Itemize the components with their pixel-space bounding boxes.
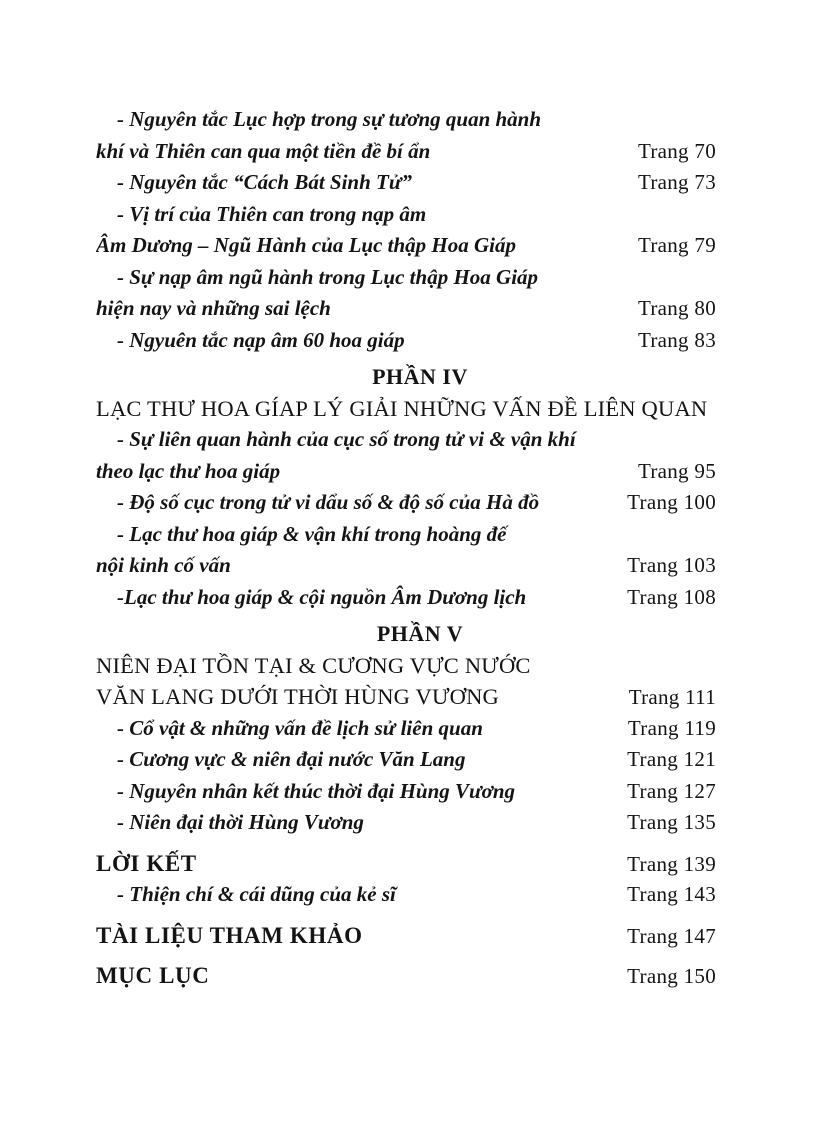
toc-page-number: Trang 150 <box>627 964 716 988</box>
toc-page-number: Trang 108 <box>627 584 716 609</box>
toc-page-number: Trang 127 <box>627 778 716 803</box>
toc-row <box>96 519 716 551</box>
table-of-contents <box>96 104 716 992</box>
toc-entry-text: - Nguyên tắc “Cách Bát Sinh Tử” <box>117 170 412 194</box>
toc-page-number: Trang 73 <box>637 170 716 194</box>
toc-entry-text: - Nguyên nhân kết thúc thời đại Hùng Vương <box>117 778 516 803</box>
toc-entry-text: LẠC THƯ HOA GÍAP LÝ GIẢI NHỮNG VẤN ĐỀ LIÊN QUAN <box>96 395 708 421</box>
toc-entry-text: - Cương vực & niên đại nước Văn Lang <box>117 747 466 771</box>
toc-entry-text: - Sự liên quan hành của cục số trong tử vi & vận khí <box>117 427 576 451</box>
toc-row <box>96 713 716 745</box>
toc-row <box>96 582 716 614</box>
toc-row <box>96 487 716 519</box>
toc-row <box>96 424 716 456</box>
toc-row <box>96 199 716 231</box>
toc-page-number: Trang 143 <box>627 882 716 906</box>
toc-page-number: Trang 95 <box>637 458 716 483</box>
toc-entry-text: - Nguyên tắc Lục hợp trong sự tương quan hành <box>117 107 542 131</box>
toc-row <box>96 456 716 488</box>
toc-entry-text: hiện nay và những sai lệch <box>96 296 331 320</box>
toc-row <box>96 104 716 136</box>
toc-page-number: Trang 103 <box>627 553 716 577</box>
toc-page-number: Trang 80 <box>637 296 716 320</box>
toc-entry-text: - Cổ vật & những vấn đề lịch sử liên quan <box>117 715 483 740</box>
toc-entry-text: - Niên đại thời Hùng Vương <box>117 810 364 834</box>
toc-row <box>96 807 716 839</box>
toc-row <box>96 262 716 294</box>
toc-page-number: Trang 139 <box>627 851 716 876</box>
toc-page-number: Trang 100 <box>627 490 716 514</box>
toc-entry-text: MỤC LỤC <box>96 963 210 988</box>
toc-row <box>96 744 716 776</box>
toc-row <box>96 136 716 168</box>
toc-page-number: Trang 70 <box>637 138 716 163</box>
toc-entry-text: TÀI LIỆU THAM KHẢO <box>96 922 363 948</box>
toc-row <box>96 848 716 880</box>
toc-entry-text: - Độ số cục trong tử vi dẩu số & độ số của Hà đồ <box>117 490 540 514</box>
toc-entry-text: nội kinh cố vấn <box>96 553 231 577</box>
toc-entry-text: PHẦN IV <box>372 364 468 389</box>
toc-row <box>96 920 716 952</box>
toc-row <box>96 618 716 650</box>
toc-entry-text: - Thiện chí & cái dũng của kẻ sĩ <box>117 882 396 906</box>
toc-page-number: Trang 83 <box>637 327 716 352</box>
toc-page-number: Trang 121 <box>627 747 716 771</box>
toc-row <box>96 681 716 713</box>
toc-entry-text: Âm Dương – Ngũ Hành của Lục thập Hoa Giáp <box>96 233 516 257</box>
toc-row <box>96 325 716 357</box>
toc-row <box>96 293 716 325</box>
toc-entry-text: LỜI KẾT <box>96 850 197 876</box>
toc-entry-text: -Lạc thư hoa giáp & cội nguồn Âm Dương lịch <box>117 584 527 609</box>
toc-entry-text: - Vị trí của Thiên can trong nạp âm <box>117 201 427 226</box>
toc-row <box>96 879 716 911</box>
toc-row <box>96 393 716 425</box>
toc-row <box>96 361 716 393</box>
toc-row <box>96 167 716 199</box>
toc-page-number: Trang 79 <box>637 233 716 257</box>
toc-entry-text: khí và Thiên can qua một tiền đề bí ẩn <box>96 138 431 163</box>
toc-entry-text: VĂN LANG DƯỚI THỜI HÙNG VƯƠNG <box>96 684 499 709</box>
toc-entry-text: NIÊN ĐẠI TỒN TẠI & CƯƠNG VỰC NƯỚC <box>96 652 531 678</box>
toc-row <box>96 776 716 808</box>
toc-entry-text: theo lạc thư hoa giáp <box>96 458 281 483</box>
toc-page-number: Trang 147 <box>627 923 716 948</box>
toc-entry-text: - Sự nạp âm ngũ hành trong Lục thập Hoa Giáp <box>117 264 539 289</box>
toc-page-number: Trang 111 <box>628 685 716 709</box>
toc-row <box>96 230 716 262</box>
toc-row <box>96 550 716 582</box>
toc-page-number: Trang 119 <box>627 715 716 740</box>
toc-page-number: Trang 135 <box>627 810 716 834</box>
toc-row <box>96 960 716 992</box>
toc-row <box>96 650 716 682</box>
toc-entry-text: PHẦN V <box>376 621 464 646</box>
toc-entry-text: - Ngyuên tắc nạp âm 60 hoa giáp <box>117 327 405 352</box>
toc-entry-text: - Lạc thư hoa giáp & vận khí trong hoàng đế <box>117 521 507 546</box>
